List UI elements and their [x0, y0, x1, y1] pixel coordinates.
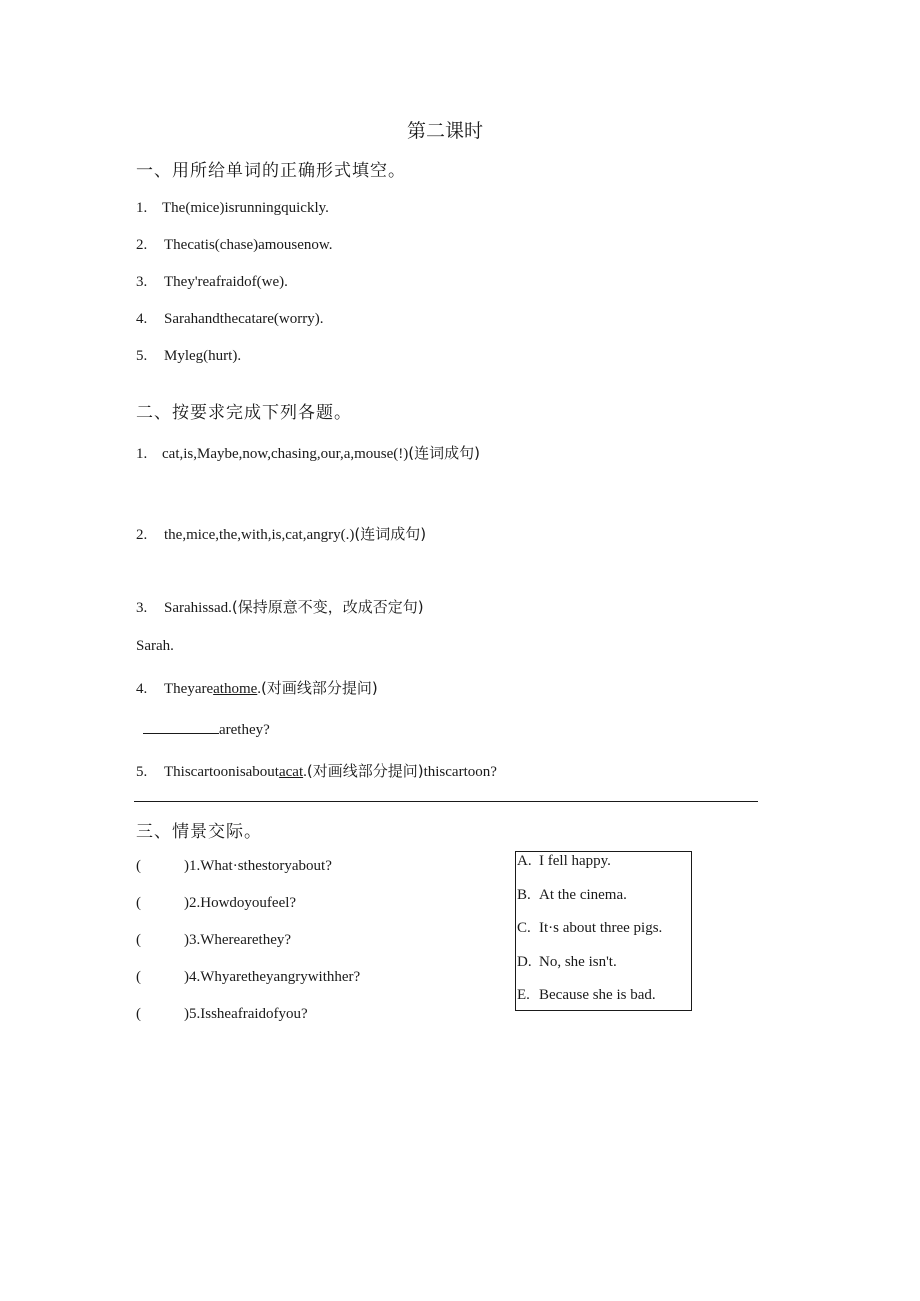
- answer-paren[interactable]: (: [136, 858, 141, 874]
- item-text: The(mice)isrunningquickly.: [162, 200, 329, 216]
- option-text: It·s about three pigs.: [539, 920, 663, 936]
- s2-question-1: [136, 442, 480, 463]
- item-text: Thecatis(chase)amousenow.: [164, 237, 333, 253]
- item-number: 4.: [136, 311, 148, 327]
- instruction-note: (对画线部分提问): [306, 762, 424, 780]
- answer-paren[interactable]: (: [136, 1006, 141, 1022]
- answer-blank[interactable]: [143, 721, 219, 734]
- s2-answer-4: [143, 721, 270, 739]
- option-d: [517, 954, 617, 971]
- question-text: )2.Howdoyoufeel?: [184, 895, 297, 911]
- section-3-heading: 三、情景交际。: [136, 822, 262, 842]
- item-text: Theyare: [164, 681, 214, 697]
- s3-question-5: [136, 1006, 308, 1023]
- item-text: cat,is,Maybe,now,chasing,our,a,mouse(!): [162, 446, 409, 462]
- answer-paren[interactable]: (: [136, 969, 141, 985]
- answer-text: arethey?: [219, 722, 270, 738]
- item-text: They'reafraidof(we).: [164, 274, 288, 290]
- option-text: At the cinema.: [539, 887, 627, 903]
- item-text: Myleg(hurt).: [164, 348, 242, 364]
- page-title: 第二课时: [406, 121, 483, 142]
- option-key: E.: [517, 987, 530, 1003]
- s3-question-1: [136, 858, 332, 875]
- underlined-phrase: acat: [278, 764, 304, 780]
- option-key: A.: [517, 853, 532, 869]
- item-number: 1.: [136, 200, 148, 216]
- item-number: 1.: [136, 446, 148, 462]
- s3-question-4: [136, 969, 360, 986]
- s2-question-5: [136, 760, 497, 781]
- s1-item-2: [136, 237, 333, 254]
- option-c: [517, 920, 662, 937]
- instruction-note: (保持原意不变，改成否定句): [231, 598, 424, 616]
- s1-item-5: [136, 348, 241, 365]
- item-number: 3.: [136, 600, 148, 616]
- item-text: the,mice,the,with,is,cat,angry(.): [164, 527, 355, 543]
- s1-item-4: [136, 311, 324, 328]
- s2-answer-3: Sarah.: [136, 638, 174, 654]
- option-key: C.: [517, 920, 531, 936]
- option-text: Because she is bad.: [539, 987, 656, 1003]
- option-a: [517, 853, 611, 870]
- s2-question-3: [136, 596, 424, 617]
- question-text: )3.Wherearethey?: [184, 932, 292, 948]
- item-number: 2.: [136, 527, 148, 543]
- s3-question-2: [136, 895, 296, 912]
- item-text-end: .: [257, 681, 262, 697]
- item-number: 5.: [136, 764, 148, 780]
- s1-item-1: [136, 200, 329, 217]
- item-text: Sarahissad.: [164, 600, 232, 616]
- item-text-end: .: [303, 764, 307, 780]
- option-key: D.: [517, 954, 532, 970]
- item-number: 5.: [136, 348, 148, 364]
- s2-question-4: [136, 677, 378, 698]
- item-number: 2.: [136, 237, 148, 253]
- question-text: )1.What·sthestoryabout?: [184, 858, 332, 874]
- item-number: 4.: [136, 681, 148, 697]
- item-number: 3.: [136, 274, 148, 290]
- options-box: [515, 851, 692, 1011]
- instruction-note: (连词成句): [408, 444, 480, 462]
- s1-item-3: [136, 274, 288, 291]
- answer-paren[interactable]: (: [136, 932, 141, 948]
- section-1-heading: 一、用所给单词的正确形式填空。: [136, 161, 406, 181]
- answer-paren[interactable]: (: [136, 895, 141, 911]
- option-text: No, she isn't.: [539, 954, 617, 970]
- divider-line: [134, 801, 758, 802]
- underlined-phrase: athome: [213, 681, 258, 697]
- item-text-tail: thiscartoon?: [423, 764, 497, 780]
- s2-question-2: [136, 523, 426, 544]
- question-text: )5.Issheafraidofyou?: [184, 1006, 308, 1022]
- instruction-note: (连词成句): [354, 525, 427, 543]
- item-text: Sarahandthecatare(worry).: [164, 311, 324, 327]
- item-text: Thiscartoonisabout: [164, 764, 279, 780]
- section-2-heading: 二、按要求完成下列各题。: [136, 403, 352, 423]
- question-text: )4.Whyaretheyangrywithher?: [184, 969, 361, 985]
- option-e: [517, 987, 656, 1004]
- instruction-note: (对画线部分提问): [261, 679, 378, 697]
- option-key: B.: [517, 887, 531, 903]
- option-text: I fell happy.: [539, 853, 611, 869]
- option-b: [517, 887, 627, 904]
- s3-question-3: [136, 932, 291, 949]
